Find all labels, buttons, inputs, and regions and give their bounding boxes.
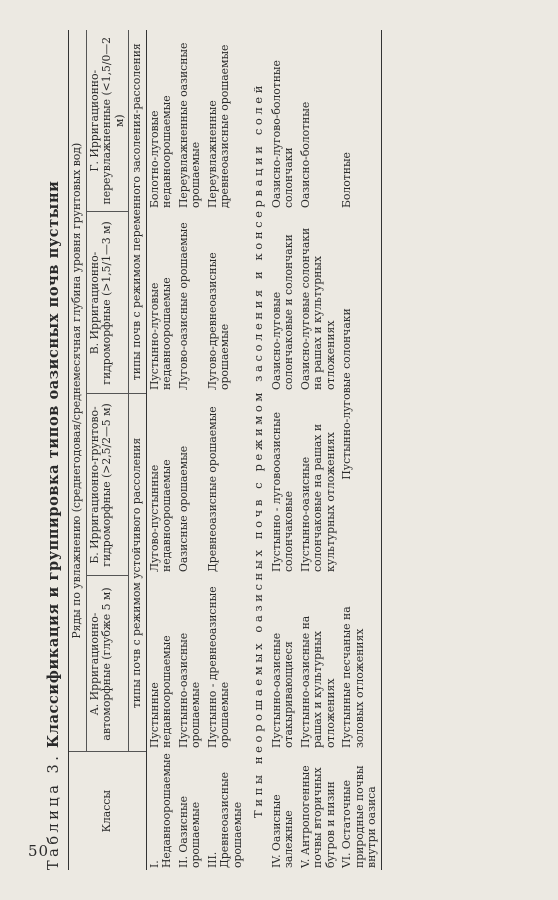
cell-b: Древнеоазисные орошаемые: [205, 406, 219, 572]
cell-d: Болотные: [339, 30, 381, 212]
subheader-stable: типы почв с режимом устойчивого рассоления: [129, 394, 147, 752]
cell-bc: Пустынно-луговые солончаки: [339, 212, 381, 576]
group-header: Ряды по увлажнению (среднегодовая/среднемесячная глубина уровня грунтовых вод): [69, 30, 87, 752]
column-header-d: Г. Ирригационно-переувлажненные (<1,5/0—2 м): [86, 30, 129, 212]
classification-table: [68, 30, 382, 870]
section-title: Типы неорошаемых оазисных почв с режимом засоления и консервации солей: [251, 82, 265, 818]
cell-b: Пустынно - луговооазисные солончаковые: [269, 412, 295, 572]
table-title-prefix: Таблица 3.: [46, 752, 62, 870]
cell-a: Пустынно-оазисные орошаемые: [176, 632, 202, 748]
cell-b: Пустынно-оазисные солончаковые на рашах и культурных отложениях: [298, 423, 337, 572]
cell-a: Пустынно - древнеоазисные орошаемые: [205, 586, 231, 748]
section-row: [246, 30, 269, 870]
table-row: [269, 30, 298, 870]
header-row-2: [86, 30, 129, 870]
cell-d: Оазисно-лугово-болотные солончаки: [269, 60, 295, 208]
cell-d: Переувлажненные древнеоазисные орошаемые: [205, 44, 231, 208]
cell-c: Пустынно-луговые недавноорошаемые: [147, 277, 173, 390]
table-title: [40, 30, 68, 870]
classes-header: Классы: [69, 752, 147, 870]
cell-a: Пустынные песчаные на золовых отложениях: [339, 576, 381, 752]
column-header-c: В. Ирригационно-гидроморфные (>1,5/1—3 м): [86, 212, 129, 394]
column-header-b: Б. Ирригационно-грунтово-гидроморфные (>2,5/2—5 м): [86, 394, 129, 576]
table-title-main: Классификация и группировка типов оазисных почв пустыни: [45, 180, 62, 749]
cell-c: Оазисно-луговые солончаки на рашах и культурных отложениях: [298, 227, 337, 390]
table-row: [339, 30, 381, 870]
row-class: IV. Оазисные залежные: [269, 794, 295, 868]
header-row-3: [129, 30, 147, 870]
cell-b: Лугово-пустынные недавноорошаемые: [147, 459, 173, 572]
table-row: [176, 30, 205, 870]
cell-a: Пустынно-оазисные на рашах и культурных отложениях: [298, 615, 337, 748]
rotated-page-content: [40, 30, 520, 870]
cell-d: Переувлажненные оазисные орошаемые: [176, 42, 202, 208]
row-class: III. Древнеоазисные орошаемые: [205, 772, 244, 868]
cell-d: Оазисно-болотные: [298, 101, 312, 208]
subheader-variable: типы почв с режимом переменного засоления-рассоления: [129, 30, 147, 394]
table-row: [146, 30, 176, 870]
column-header-a: А. Ирригационно-автоморфные (глубже 5 м): [86, 576, 129, 752]
row-class: VI. Остаточные природные почвы внутри оазиса: [339, 752, 381, 870]
cell-b: Оазисные орошаемые: [176, 445, 190, 572]
cell-c: Лугово-оазисные орошаемые: [176, 222, 190, 390]
table-row: [205, 30, 247, 870]
table-row: [298, 30, 340, 870]
row-class: I. Недавноорошаемые: [147, 753, 173, 868]
row-class: V. Антропогенные почвы вторичных бугров и низин: [298, 765, 337, 868]
row-class: II. Оазисные орошаемые: [176, 796, 202, 868]
cell-c: Оазисно-луговые солончаковые и солончаки: [269, 234, 295, 390]
page-number: 50: [28, 842, 50, 860]
cell-a: Пустынно-оазисные отакыривающиеся: [269, 632, 295, 748]
cell-c: Лугово-древнеоазисные орошаемые: [205, 252, 231, 390]
header-row-1: [69, 30, 87, 870]
cell-a: Пустынные недавноорошаемые: [147, 635, 173, 748]
cell-d: Болотно-луговые недавноорошаемые: [147, 95, 173, 208]
